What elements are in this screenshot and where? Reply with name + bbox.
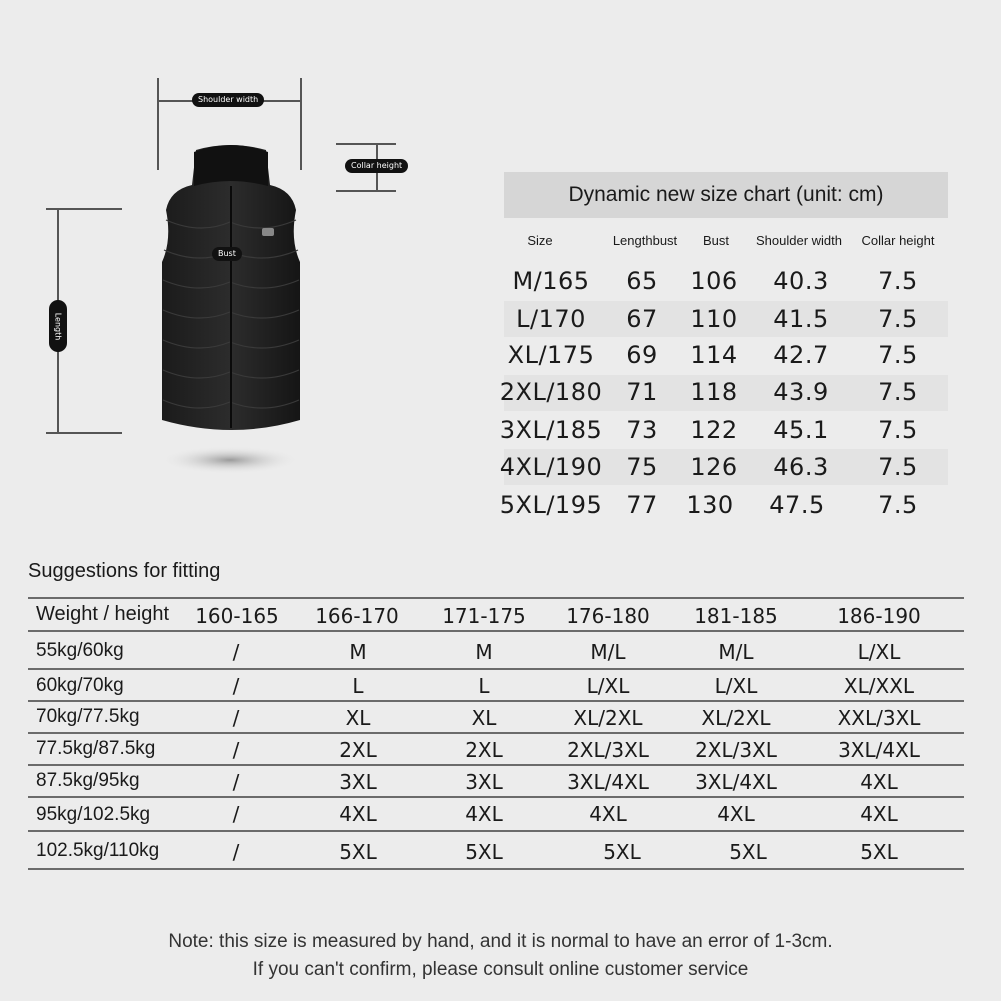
height-header: 181-185	[694, 604, 778, 628]
shoulder-width-label: Shoulder width	[192, 93, 264, 107]
note-line-1: Note: this size is measured by hand, and it is normal to have an error of 1-3cm.	[168, 931, 833, 952]
height-header: 160-165	[195, 604, 279, 628]
header-bust: Bust	[702, 233, 729, 248]
header-collar-height: Collar height	[861, 233, 935, 248]
height-header: 186-190	[837, 604, 921, 628]
height-header: 171-175	[442, 604, 526, 628]
vest-image	[0, 0, 420, 500]
height-header: 166-170	[315, 604, 399, 628]
collar-height-label: Collar height	[345, 159, 408, 173]
header-shoulder-width: Shoulder width	[756, 233, 842, 248]
length-label: Length	[49, 300, 67, 352]
note-line-2: If you can't confirm, please consult online customer service	[252, 959, 749, 980]
height-header: 176-180	[566, 604, 650, 628]
fitting-title: Suggestions for fitting	[28, 560, 221, 582]
weight-height-header: Weight / height	[36, 603, 170, 625]
size-chart-title: Dynamic new size chart (unit: cm)	[504, 172, 948, 218]
bust-label: Bust	[212, 247, 242, 261]
header-size: Size	[527, 233, 553, 248]
header-lengthbust: Lengthbust	[612, 233, 678, 248]
